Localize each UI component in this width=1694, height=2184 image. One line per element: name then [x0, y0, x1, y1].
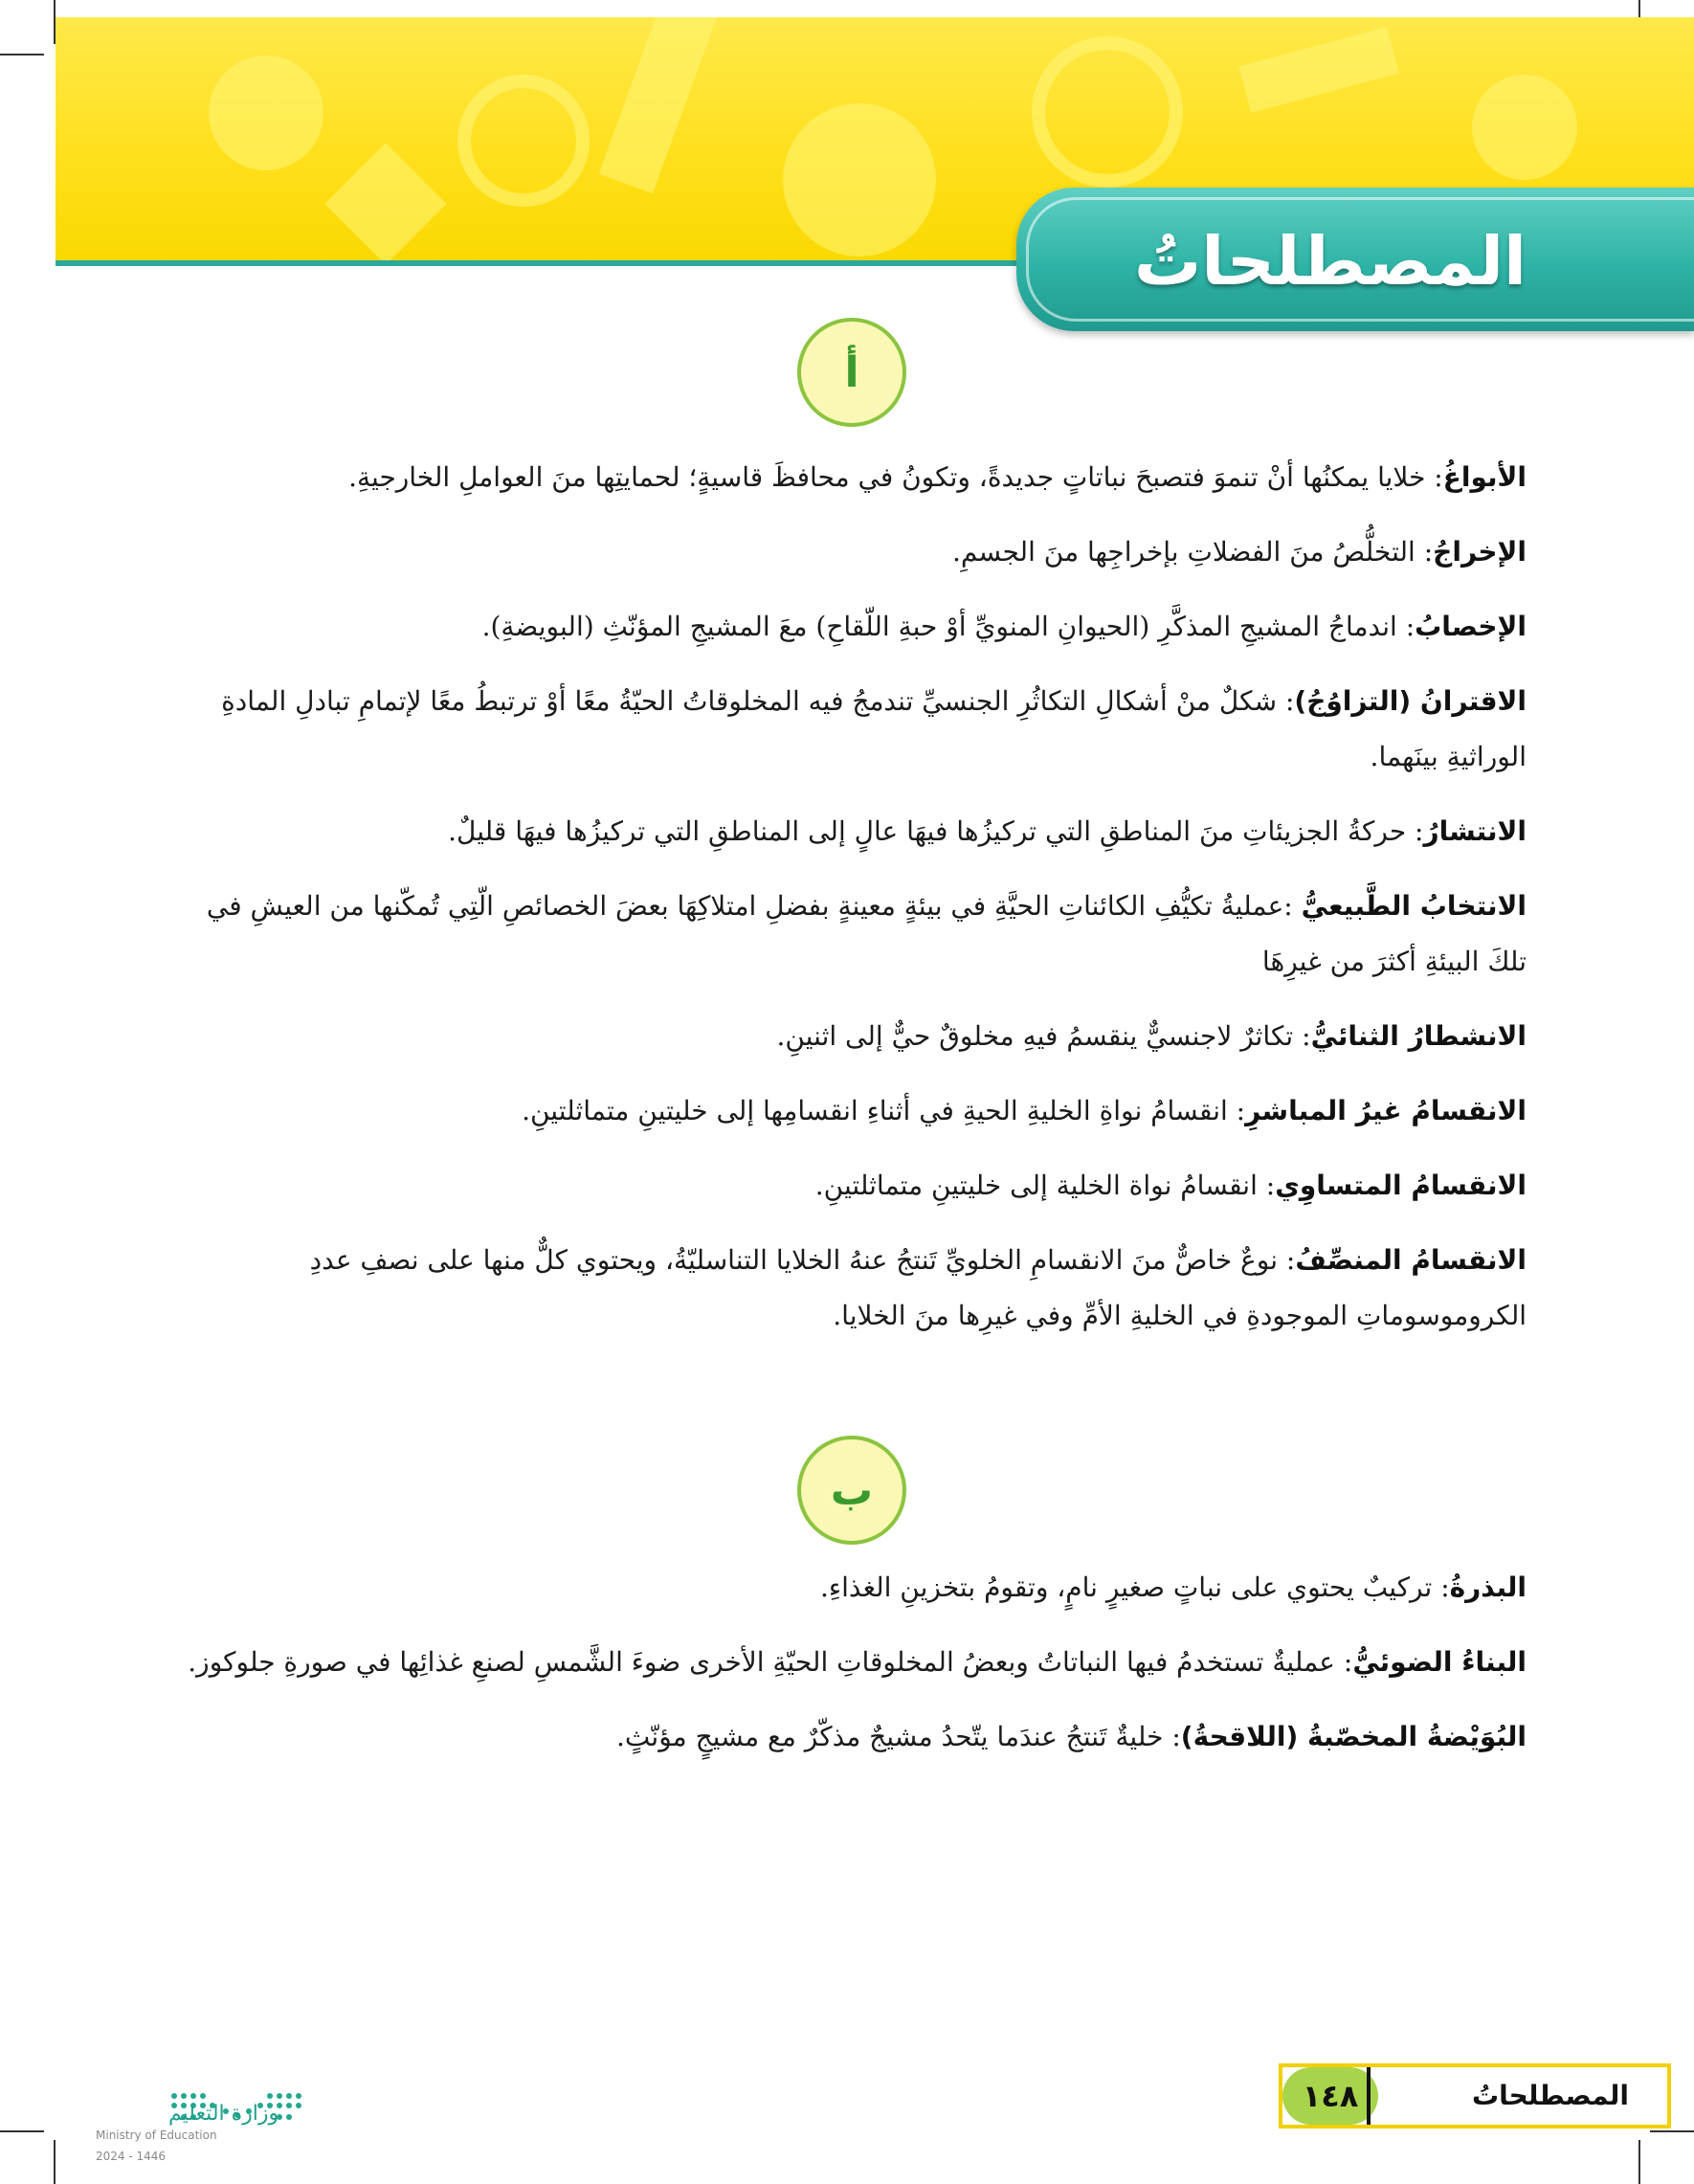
banner-decoration	[457, 75, 590, 207]
entry-term: الانقسامُ المتساوِي	[1275, 1170, 1527, 1201]
entry-term: الانقسامُ غيرُ المباشرِ	[1245, 1095, 1527, 1126]
entry-definition: : انقسامُ نواة الخلية إلى خليتينِ متماثلتينِ.	[814, 1170, 1276, 1201]
page-number-badge: ١٤٨	[1282, 2067, 1378, 2125]
entry-definition: :عمليةُ تكيُّفِ الكائناتِ الحيَّةِ في بيئةٍ معينةٍ بفضلِ امتلاكِهَا بعضَ الخصائصِ الّتِي تُمكّنها من العيشِ في تلكَ البيئةِ أكثرَ من غيرِهَا	[206, 890, 1527, 977]
entry-definition: : حركةُ الجزيئاتِ منَ المناطقِ التي تركيزُها فيهَا عالٍ إلى المناطقِ التي تركيزُها فيهَا قليلٌ.	[448, 815, 1424, 847]
page-number-divider	[1367, 2067, 1371, 2125]
entry-term: البذرةُ	[1449, 1571, 1527, 1603]
entry-term: الانقسامُ المنصِّفُ	[1295, 1244, 1527, 1276]
banner-decoration	[209, 56, 323, 170]
entries-list	[167, 450, 1527, 1363]
glossary-entry	[167, 524, 1527, 580]
entry-definition: : التخلُّصُ منَ الفضلاتِ بإخراجِها منَ الجسمِ.	[951, 536, 1434, 568]
glossary-entry	[167, 1009, 1527, 1064]
banner-decoration	[1238, 27, 1398, 113]
crop-mark	[1638, 2140, 1640, 2184]
crop-mark	[0, 2130, 44, 2132]
entry-definition: : تركيبٌ يحتوي على نباتٍ صغيرٍ نامٍ، وتقومُ بتخزينِ الغذاءِ.	[820, 1571, 1450, 1603]
glossary-entry	[167, 879, 1527, 990]
crop-mark	[0, 54, 44, 56]
entry-term: الإخراجُ	[1433, 536, 1527, 568]
banner-decoration	[783, 103, 936, 256]
glossary-entry	[167, 599, 1527, 655]
glossary-entry	[167, 450, 1527, 505]
glossary-entry	[167, 1158, 1527, 1214]
entry-term: الإخصابُ	[1415, 611, 1527, 642]
entry-definition: : نوعٌ خاصٌّ منَ الانقسامِ الخلويِّ تَنتجُ عنهُ الخلايا التناسليّةُ، ويحتوي كلٌّ منها على نصفِ عددِ الكروموسوماتِ الموجودةِ في الخليةِ الأمِّ وفي غيرِها منَ الخلايا.	[309, 1244, 1527, 1331]
entry-term: الانشطارُ الثنائيُّ	[1310, 1020, 1527, 1052]
ministry-name-en: Ministry of Education	[96, 2128, 217, 2142]
entry-definition: : عمليةٌ تستخدمُ فيها النباتاتُ وبعضُ المخلوقاتِ الحيّةِ الأخرى ضوءَ الشَّمسِ لصنعِ غذائِها في صورةِ جلوكوز.	[188, 1646, 1353, 1678]
banner-decoration	[599, 17, 719, 193]
glossary-entry	[167, 804, 1527, 859]
section-letter-circle: ب	[797, 1436, 906, 1545]
entries-list	[167, 1560, 1527, 1784]
glossary-entry	[167, 1083, 1527, 1139]
entry-term: الاقترانُ (التزاوُجُ)	[1294, 685, 1527, 717]
glossary-entry	[167, 1635, 1527, 1690]
entry-definition: : اندماجُ المشيجِ المذكَّرِ (الحيوانِ المنويِّ أوْ حبةِ اللّقاحِ) معَ المشيجِ المؤنّثِ (البويضةِ).	[481, 611, 1415, 642]
crop-mark	[1650, 2130, 1694, 2132]
banner-divider	[56, 260, 1022, 266]
page-title: المصطلحاتُ	[1133, 222, 1527, 301]
entry-term: الانتخابُ الطَّبيعيُّ	[1301, 890, 1527, 922]
glossary-entry	[167, 1560, 1527, 1616]
entry-definition: : شكلٌ منْ أشكالِ التكاثُرِ الجنسيِّ تندمجُ فيه المخلوقاتُ الحيّةُ معًا أوْ ترتبطُ معًا لإتمامِ تبادلِ المادةِ الوراثيةِ بينَهما.	[221, 685, 1527, 772]
footer-label: المصطلحاتُ	[1471, 2080, 1629, 2111]
entry-definition: : انقسامُ نواةِ الخليةِ الحيةِ في أثناءِ انقسامِها إلى خليتينِ متماثلتينِ.	[522, 1095, 1246, 1126]
ministry-name-ar: وزارة التعليم	[168, 2102, 279, 2126]
entry-term: البناءُ الضوئيُّ	[1352, 1646, 1527, 1678]
glossary-entry	[167, 1233, 1527, 1344]
entry-definition: : تكاثرٌ لاجنسيٌّ ينقسمُ فيهِ مخلوقٌ حيٌّ إلى اثنينِ.	[776, 1020, 1311, 1052]
entry-definition: : خلايا يمكنُها أنْ تنموَ فتصبحَ نباتاتٍ جديدةً، وتكونُ في محافظَ قاسيةٍ؛ لحمايتِها منَ العواملِ الخارجيةِ.	[348, 461, 1443, 493]
entry-term: الانتشارُ	[1423, 815, 1527, 847]
banner-decoration	[1032, 36, 1183, 188]
glossary-entry	[167, 674, 1527, 785]
crop-mark	[54, 2140, 56, 2184]
section-letter-circle: أ	[797, 318, 906, 427]
ministry-year: 2024 - 1446	[96, 2150, 167, 2163]
entry-term: الأبواغُ	[1442, 461, 1527, 493]
entry-term: البُوَيْضةُ المخصّبةُ (اللاقحةُ)	[1180, 1721, 1527, 1752]
banner-decoration	[1472, 75, 1577, 180]
glossary-entry	[167, 1709, 1527, 1765]
entry-definition: : خليةٌ تَنتجُ عندَما يتّحدُ مشيجٌ مذكّرٌ مع مشيجٍ مؤنّثٍ.	[616, 1721, 1181, 1752]
banner-decoration	[324, 143, 446, 264]
